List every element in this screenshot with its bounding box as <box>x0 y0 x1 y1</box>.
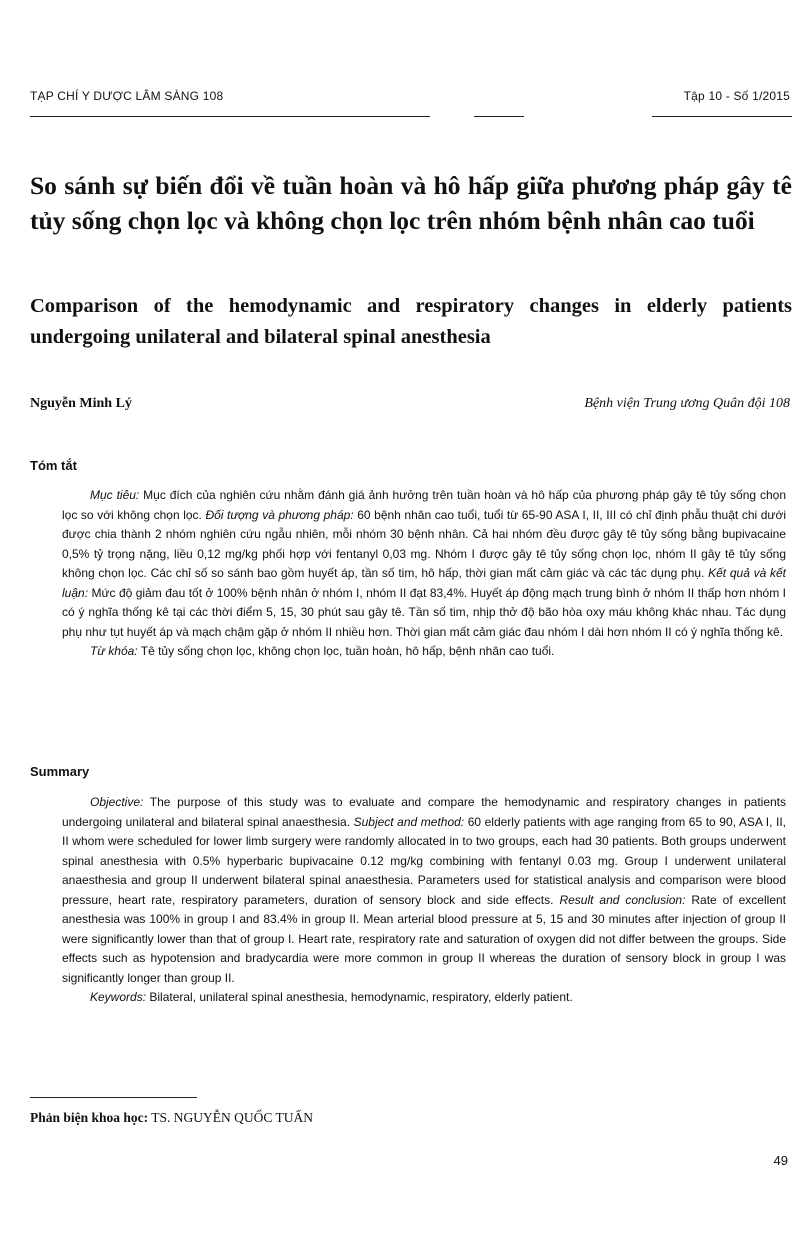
method-text-en: 60 elderly patients with age ranging from 65 to 90, ASA I, II, II whom were scheduled for lower limb surgery were randomly allocated in to two groups, each had 30 patients. Both groups underwent spinal anesthesia with 0.5% hyperbaric bupivacaine 0.12 mg/kg combining with fentanyl 0.03 mg. Group I underwent unilateral anaesthesia and group II underwent bilateral spinal anaesthesia. Parameters used for statistical analysis and comparison were blood pressure, heart rate, respiratory parameters, duration of sensory block and side effects. <box>62 814 787 907</box>
objective-label-vn: Mục tiêu: <box>90 488 140 502</box>
heading-summary: Summary <box>30 764 90 779</box>
abstract-english <box>62 793 786 1008</box>
method-text-vn: 60 bệnh nhân cao tuổi, tuổi từ 65-90 ASA I, II, III có chỉ định phẫu thuật chi dưới được chia thành 2 nhóm nghiên cứu ngẫu nhiên, mỗi nhóm 30 bệnh nhân. Cả hai nhóm đều được gây tê tủy sống bằng bupivacaine 0,5% tỷ trọng nặng, liều 0,12 mg/kg phối hợp với fentanyl 0,03 mg. Nhóm I được gây tê tủy sống chọn lọc, nhóm II gây tê tủy sống không chọn lọc. Các chỉ số so sánh bao gồm huyết áp, tần số tim, hô hấp, thời gian mất cảm giác và các tác dụng phụ. <box>62 507 786 580</box>
title-english: Comparison of the hemodynamic and respiratory changes in elderly patients undergoing unilateral and bilateral spinal anesthesia <box>30 295 792 348</box>
method-label-vn: Đối tượng và phương pháp: <box>205 507 354 522</box>
footnote-rule <box>30 1097 197 1098</box>
abstract-en-body <box>62 793 786 988</box>
objective-text-vn: Mục đích của nghiên cứu nhằm đánh giá ảnh hưởng trên tuần hoàn và hô hấp của phương pháp gây tê tủy sống chọn lọc so với không chọn lọc. <box>62 488 786 522</box>
keywords-text-en: Bilateral, unilateral spinal anesthesia, hemodynamic, respiratory, elderly patient. <box>146 990 573 1004</box>
keywords-text-vn: Tê tủy sống chọn lọc, không chọn lọc, tuần hoàn, hô hấp, bệnh nhân cao tuổi. <box>137 644 555 658</box>
objective-label-en: Objective: <box>90 795 144 809</box>
issue-info: Tập 10 - Số 1/2015 <box>683 89 790 103</box>
method-label-en: Subject and method: <box>353 814 465 829</box>
result-label-vn: Kết quả và kết luận: <box>62 566 786 600</box>
result-text-en: Rate of excellent anesthesia was 100% in group I and 83.4% in group II. Mean arterial blood pressure at 5, 15 and 30 minutes after injection of group II were significantly lower than that of group I. Heart rate, respiratory rate and saturation of oxygen did not differ between the groups. Side effects such as hypotension and bradycardia were more common in group II whereas the duration of sensory block in group I was significantly longer than group II. <box>62 892 786 985</box>
keywords-label-vn: Từ khóa: <box>90 644 138 658</box>
reviewer-label: Phản biện khoa học: <box>30 1110 149 1125</box>
author-name: Nguyễn Minh Lý <box>30 396 132 411</box>
objective-text-en: The purpose of this study was to evaluate and compare the hemodynamic and respiratory changes in patients undergoing unilateral and bilateral spinal anaesthesia. <box>62 795 786 829</box>
keywords-en <box>62 988 786 1008</box>
journal-name: TẠP CHÍ Y DƯỢC LÂM SÀNG 108 <box>30 89 224 103</box>
scientific-reviewer <box>30 1110 313 1126</box>
result-label-en: Result and conclusion: <box>559 892 686 907</box>
heading-tom-tat: Tóm tắt <box>30 458 77 473</box>
keywords-vn <box>62 642 786 662</box>
abstract-vietnamese <box>62 486 786 662</box>
keywords-label-en: Keywords: <box>90 990 147 1004</box>
page-number: 49 <box>773 1153 788 1168</box>
header-rule-middle <box>474 116 524 117</box>
abstract-vn-body <box>62 486 786 642</box>
header-rule-right <box>652 116 792 117</box>
running-header <box>30 89 790 109</box>
author-affiliation: Bệnh viện Trung ương Quân đội 108 <box>584 396 790 411</box>
reviewer-name: TS. NGUYỄN QUỐC TUẤN <box>148 1110 314 1125</box>
result-text-vn: Mức độ giảm đau tốt ở 100% bệnh nhân ở nhóm I, nhóm II đạt 83,4%. Huyết áp động mạch trung bình ở nhóm II thấp hơn nhóm I có ý nghĩa thống kê tại các thời điểm 5, 15, 30 phút sau gây tê. Tần số tim, nhịp thở độ bão hòa oxy máu không khác nhau. Tác dụng phụ như tụt huyết áp và mạch chậm gặp ở nhóm II nhiều hơn. Thời gian mất cảm giác đau nhóm I dài hơn nhóm II có ý nghĩa thống kê. <box>62 585 786 639</box>
title-vietnamese: So sánh sự biến đổi về tuần hoàn và hô hấp giữa phương pháp gây tê tủy sống chọn lọc và không chọn lọc trên nhóm bệnh nhân cao tuổi <box>30 171 792 235</box>
header-rule-left <box>30 116 430 117</box>
